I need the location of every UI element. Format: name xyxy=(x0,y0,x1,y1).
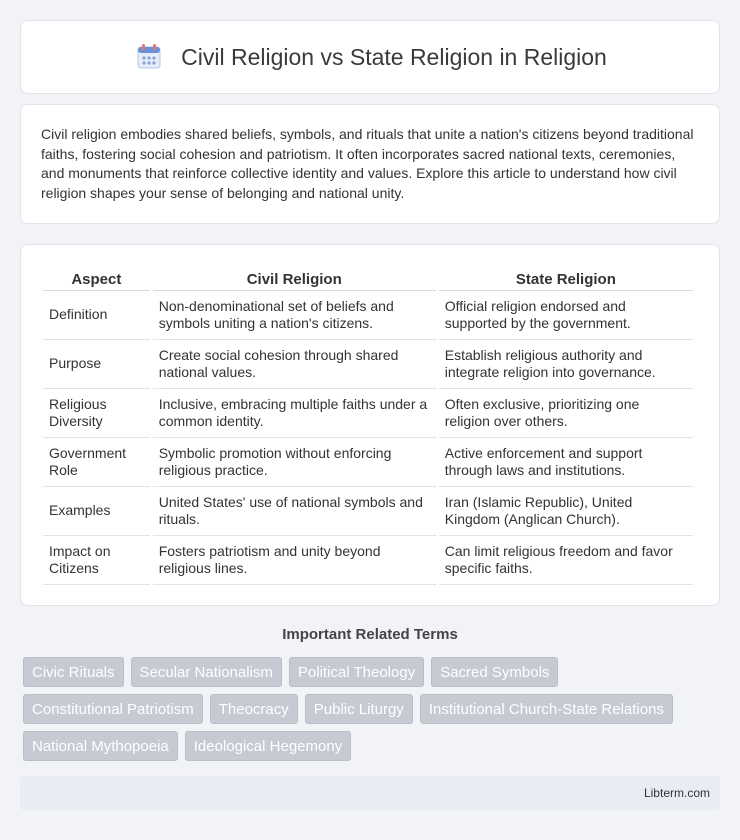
related-term-tag[interactable]: Political Theology xyxy=(289,657,424,687)
aspect-cell: Examples xyxy=(43,487,150,536)
aspect-cell: Definition xyxy=(43,291,150,340)
footer xyxy=(20,776,720,810)
table-row xyxy=(43,487,693,536)
header xyxy=(133,41,607,73)
table-row xyxy=(43,389,693,438)
related-term-tag[interactable]: Secular Nationalism xyxy=(131,657,282,687)
civil-religion-cell: United States' use of national symbols and rituals. xyxy=(153,487,436,536)
footer-site-link[interactable]: Libterm.com xyxy=(643,786,710,800)
column-header-civil-religion: Civil Religion xyxy=(153,265,436,291)
related-term-tag[interactable]: Constitutional Patriotism xyxy=(23,694,203,724)
table-row xyxy=(43,536,693,585)
civil-religion-cell: Non-denominational set of beliefs and symbols uniting a nation's citizens. xyxy=(153,291,436,340)
intro-card xyxy=(20,104,720,224)
state-religion-cell: Official religion endorsed and supported by the government. xyxy=(439,291,693,340)
aspect-cell: Religious Diversity xyxy=(43,389,150,438)
related-terms-title: Important Related Terms xyxy=(282,626,458,643)
column-header-aspect: Aspect xyxy=(43,265,150,291)
comparison-card xyxy=(20,244,720,606)
calendar-icon xyxy=(133,41,165,73)
comparison-table xyxy=(40,265,696,585)
state-religion-cell: Active enforcement and support through laws and institutions. xyxy=(439,438,693,487)
related-term-tag[interactable]: Institutional Church-State Relations xyxy=(420,694,673,724)
related-term-tag[interactable]: Civic Rituals xyxy=(23,657,124,687)
related-term-tag[interactable]: Theocracy xyxy=(210,694,298,724)
related-term-tag[interactable]: Public Liturgy xyxy=(305,694,413,724)
civil-religion-cell: Fosters patriotism and unity beyond religious lines. xyxy=(153,536,436,585)
related-term-tag[interactable]: Ideological Hegemony xyxy=(185,731,351,761)
aspect-cell: Purpose xyxy=(43,340,150,389)
table-row xyxy=(43,291,693,340)
civil-religion-cell: Symbolic promotion without enforcing religious practice. xyxy=(153,438,436,487)
civil-religion-cell: Create social cohesion through shared national values. xyxy=(153,340,436,389)
state-religion-cell: Can limit religious freedom and favor specific faiths. xyxy=(439,536,693,585)
aspect-cell: Impact on Citizens xyxy=(43,536,150,585)
page-title: Civil Religion vs State Religion in Religion xyxy=(181,43,607,70)
state-religion-cell: Iran (Islamic Republic), United Kingdom (Anglican Church). xyxy=(439,487,693,536)
table-header-row xyxy=(43,265,693,291)
header-card xyxy=(20,20,720,94)
table-row xyxy=(43,340,693,389)
intro-text: Civil religion embodies shared beliefs, symbols, and rituals that unite a nation's citizens beyond traditional faiths, fostering social cohesion and patriotism. It often incorporates sacred national texts, ceremonies, and monuments that reinforce collective identity and values. Explore this article to understand how civil religion shapes your sense of belonging and national unity. xyxy=(41,126,694,201)
civil-religion-cell: Inclusive, embracing multiple faiths under a common identity. xyxy=(153,389,436,438)
related-terms-list xyxy=(23,657,723,761)
aspect-cell: Government Role xyxy=(43,438,150,487)
column-header-state-religion: State Religion xyxy=(439,265,693,291)
related-term-tag[interactable]: Sacred Symbols xyxy=(431,657,558,687)
related-term-tag[interactable]: National Mythopoeia xyxy=(23,731,178,761)
table-row xyxy=(43,438,693,487)
state-religion-cell: Often exclusive, prioritizing one religion over others. xyxy=(439,389,693,438)
state-religion-cell: Establish religious authority and integrate religion into governance. xyxy=(439,340,693,389)
